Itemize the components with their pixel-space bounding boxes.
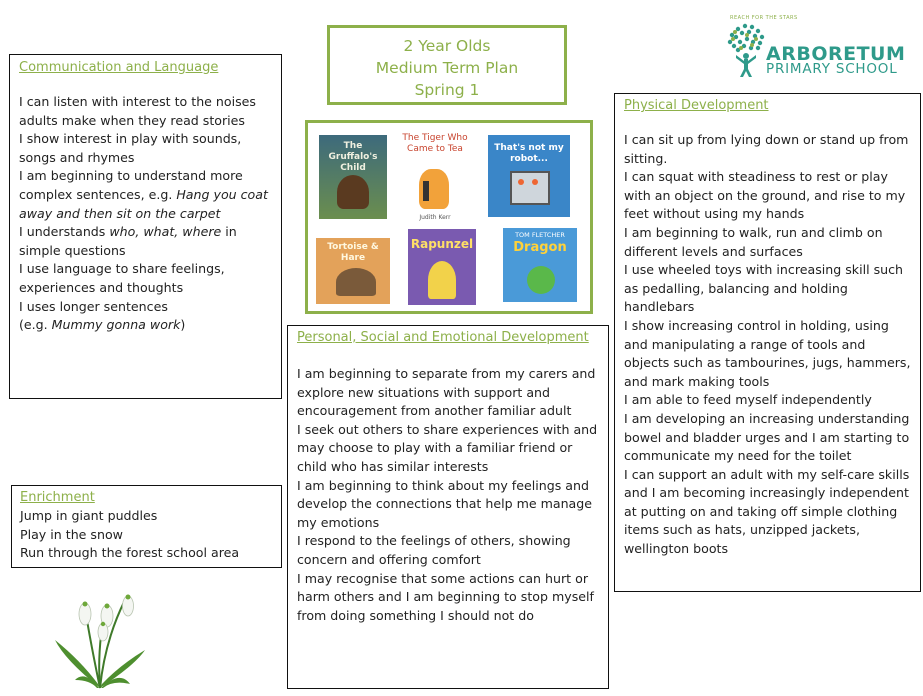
book-author: TOM FLETCHER bbox=[515, 231, 565, 239]
physical-development-box bbox=[614, 93, 921, 592]
book-covers-panel bbox=[305, 120, 593, 314]
school-logo bbox=[722, 15, 922, 77]
logo-name: ARBORETUM bbox=[766, 43, 906, 65]
book-title: The Tiger Who Came to Tea bbox=[402, 133, 468, 154]
enrichment-box bbox=[11, 485, 282, 568]
communication-item: I uses longer sentences bbox=[19, 298, 168, 314]
book-cover-gruffalos-child bbox=[319, 135, 387, 219]
psed-list bbox=[297, 365, 600, 625]
book-title: The Gruffalo's Child bbox=[328, 141, 378, 173]
communication-language-box bbox=[9, 54, 282, 399]
book-title: Tortoise & Hare bbox=[327, 242, 379, 263]
title-line-1: 2 Year Olds bbox=[403, 37, 491, 55]
physical-list bbox=[624, 131, 913, 559]
title-box bbox=[327, 25, 567, 105]
title-line-3: Spring 1 bbox=[414, 81, 480, 99]
physical-item: I am able to feed myself independently bbox=[624, 392, 872, 408]
enrichment-list bbox=[20, 507, 273, 563]
psed-item: I seek out others to share experiences with and may choose to play with a familiar friend or child who has similar interests bbox=[297, 421, 598, 474]
communication-text bbox=[19, 93, 273, 335]
communication-item: (e.g. Mummy gonna work) bbox=[19, 317, 186, 333]
communication-item: I can listen with interest to the noises adults make when they read stories bbox=[19, 94, 256, 128]
book-cover-thats-not-my-robot bbox=[488, 135, 570, 217]
communication-heading: Communication and Language bbox=[19, 60, 219, 75]
psed-item: I may recognise that some actions can hurt or harm others and I am beginning to stop myself from doing something I should not do bbox=[297, 570, 594, 623]
physical-item: I can sit up from lying down or stand up from sitting. bbox=[624, 132, 909, 166]
enrichment-item: Play in the snow bbox=[20, 526, 123, 542]
book-title: Dragon bbox=[513, 240, 567, 255]
title-line-2: Medium Term Plan bbox=[375, 59, 519, 77]
psed-item: I respond to the feelings of others, showing concern and offering comfort bbox=[297, 533, 571, 567]
physical-item: I can squat with steadiness to rest or play with an object on the ground, and rise to my feet without using my hands bbox=[624, 169, 906, 222]
physical-heading: Physical Development bbox=[624, 98, 769, 113]
psed-item: I am beginning to separate from my carers and explore new situations with support and encouragement from another familiar adult bbox=[297, 366, 596, 419]
book-title: Rapunzel bbox=[410, 237, 474, 251]
psed-box bbox=[287, 325, 609, 689]
book-author: Judith Kerr bbox=[419, 214, 451, 221]
communication-item: I use language to share feelings, experiences and thoughts bbox=[19, 261, 225, 295]
logo-subtitle: PRIMARY SCHOOL bbox=[766, 61, 898, 77]
enrichment-heading: Enrichment bbox=[20, 490, 95, 505]
communication-item: I am beginning to understand more complex sentences, e.g. Hang you coat away and then sit on the carpet bbox=[19, 168, 268, 221]
book-cover-rapunzel bbox=[408, 229, 476, 305]
book-title: That's not my robot... bbox=[494, 143, 564, 164]
enrichment-item: Jump in giant puddles bbox=[20, 508, 158, 523]
physical-item: I am beginning to walk, run and climb on different levels and surfaces bbox=[624, 224, 883, 259]
communication-item: I show interest in play with sounds, songs and rhymes bbox=[19, 131, 242, 165]
psed-item: I am beginning to think about my feelings and develop the connections that help me manage my emotions bbox=[297, 477, 593, 530]
physical-item: I can support an adult with my self-care skills and I am becoming increasingly independent at putting on and taking off simple clothing items such as hats, unzipped jackets, wellington boots bbox=[624, 466, 910, 557]
physical-item: I am developing an increasing understanding bowel and bladder urges and I am starting to communicate my need for the toilet bbox=[624, 410, 910, 464]
communication-item: I understands who, what, where in simple questions bbox=[19, 224, 237, 258]
physical-item: I show increasing control in holding, using and manipulating a range of tools and objects such as tambourines, jugs, hammers, and mark making tools bbox=[624, 317, 911, 389]
physical-item: I use wheeled toys with increasing skill such as pedalling, balancing and holding handlebars bbox=[624, 262, 904, 315]
logo-motto: REACH FOR THE STARS bbox=[730, 15, 798, 21]
book-cover-dragon bbox=[503, 228, 577, 302]
book-cover-tortoise-and-hare bbox=[316, 238, 390, 304]
psed-heading: Personal, Social and Emotional Development bbox=[297, 330, 589, 345]
enrichment-item: Run through the forest school area bbox=[20, 545, 240, 561]
book-cover-tiger-who-came-to-tea bbox=[401, 131, 469, 223]
snowdrop-flower-icon bbox=[45, 580, 155, 690]
